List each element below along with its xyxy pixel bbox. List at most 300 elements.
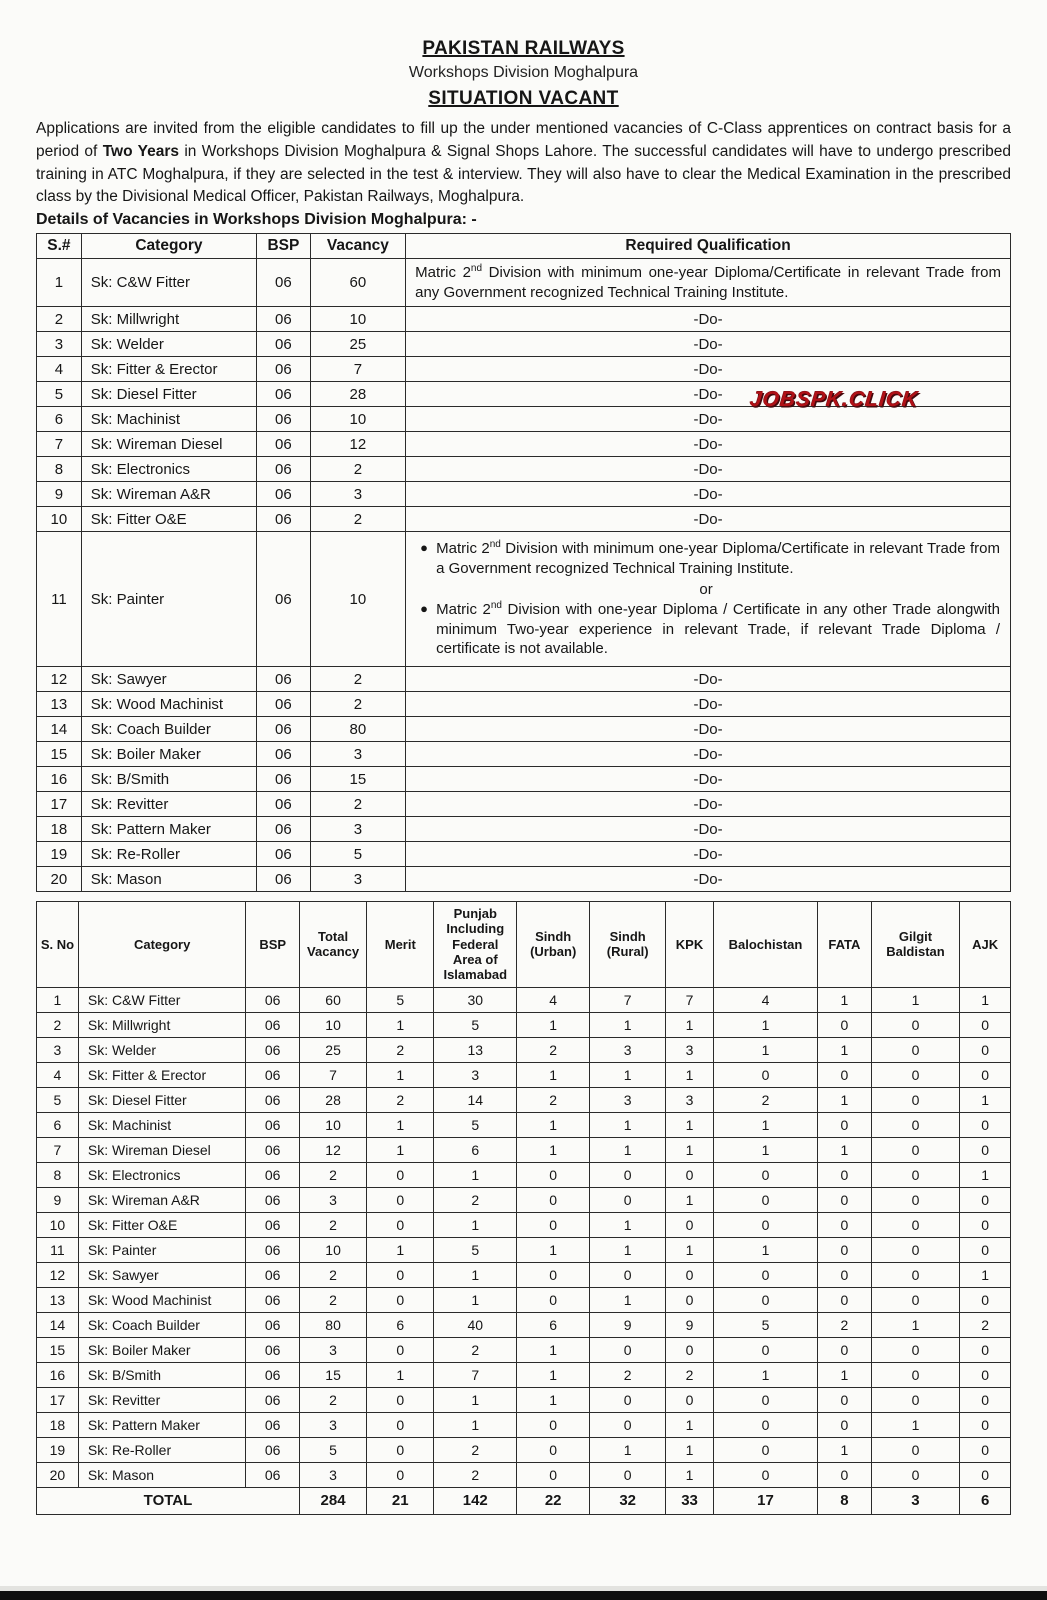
sn-cell: 16 [37, 767, 82, 792]
punjab-cell: 2 [434, 1337, 517, 1362]
sindh-rural-cell: 3 [590, 1037, 666, 1062]
total-vacancy-cell: 10 [299, 1012, 366, 1037]
table-row [37, 357, 1011, 382]
sn-cell: 8 [37, 457, 82, 482]
sn-cell: 14 [37, 1312, 79, 1337]
sindh-rural-cell: 1 [590, 1062, 666, 1087]
vacancy-qualification-table [36, 233, 1011, 892]
merit-cell: 0 [367, 1212, 434, 1237]
category-cell: Sk: Fitter O&E [81, 507, 256, 532]
kpk-cell: 33 [666, 1487, 714, 1514]
merit-cell: 6 [367, 1312, 434, 1337]
header-total-vacancy: Total Vacancy [299, 902, 366, 988]
vacancy-cell: 7 [310, 357, 405, 382]
fata-cell: 0 [818, 1387, 872, 1412]
category-cell: Sk: Electronics [78, 1162, 246, 1187]
header-sn: S. No [37, 902, 79, 988]
sindh-urban-cell: 1 [517, 1137, 590, 1162]
sn-cell: 18 [37, 1412, 79, 1437]
sindh-rural-cell: 2 [590, 1362, 666, 1387]
sn-cell: 2 [37, 1012, 79, 1037]
sindh-urban-cell: 6 [517, 1312, 590, 1337]
qual-superscript: nd [489, 539, 501, 551]
balochistan-cell: 1 [713, 1012, 817, 1037]
table-row [37, 1337, 1011, 1362]
total-vacancy-cell: 3 [299, 1187, 366, 1212]
merit-cell: 0 [367, 1187, 434, 1212]
balochistan-cell: 0 [713, 1062, 817, 1087]
merit-cell: 2 [367, 1087, 434, 1112]
fata-cell: 0 [818, 1112, 872, 1137]
qualification-ditto-cell: -Do- [406, 382, 1011, 407]
kpk-cell: 1 [666, 1137, 714, 1162]
kpk-cell: 1 [666, 1437, 714, 1462]
table-row [37, 1312, 1011, 1337]
bsp-cell: 06 [246, 987, 300, 1012]
bsp-cell: 06 [246, 1187, 300, 1212]
kpk-cell: 0 [666, 1262, 714, 1287]
sindh-rural-cell: 0 [590, 1387, 666, 1412]
fata-cell: 0 [818, 1287, 872, 1312]
merit-cell: 1 [367, 1237, 434, 1262]
sindh-urban-cell: 0 [517, 1212, 590, 1237]
sn-cell: 5 [37, 382, 82, 407]
sn-cell: 13 [37, 692, 82, 717]
gilgit-cell: 0 [871, 1087, 960, 1112]
bsp-cell: 06 [257, 332, 311, 357]
kpk-cell: 1 [666, 1187, 714, 1212]
fata-cell: 0 [818, 1162, 872, 1187]
sindh-urban-cell: 0 [517, 1287, 590, 1312]
sn-cell: 6 [37, 1112, 79, 1137]
merit-cell: 1 [367, 1362, 434, 1387]
category-cell: Sk: B/Smith [78, 1362, 246, 1387]
header-sindh-urban: Sindh (Urban) [517, 902, 590, 988]
qualification-ditto-cell: -Do- [406, 482, 1011, 507]
category-cell: Sk: Pattern Maker [81, 817, 256, 842]
ajk-cell: 1 [960, 1262, 1011, 1287]
header-category: Category [78, 902, 246, 988]
qualification-ditto-cell: -Do- [406, 717, 1011, 742]
intro-text-before: Applications are invited from the eligible candidates to fill up the under mentioned vacancies of C-Class apprentices on contract basis for a period of [36, 120, 1011, 160]
table-row [37, 867, 1011, 892]
table-row [37, 259, 1011, 307]
merit-cell: 5 [367, 987, 434, 1012]
sn-cell: 17 [37, 1387, 79, 1412]
punjab-cell: 1 [434, 1412, 517, 1437]
kpk-cell: 9 [666, 1312, 714, 1337]
sn-cell: 4 [37, 357, 82, 382]
category-cell: Sk: Electronics [81, 457, 256, 482]
qualification-ditto-cell: -Do- [406, 867, 1011, 892]
table-row [37, 532, 1011, 667]
fata-cell: 1 [818, 1437, 872, 1462]
balochistan-cell: 1 [713, 1037, 817, 1062]
sindh-urban-cell: 0 [517, 1187, 590, 1212]
qualification-ditto-cell: -Do- [406, 817, 1011, 842]
kpk-cell: 1 [666, 1412, 714, 1437]
sn-cell: 15 [37, 742, 82, 767]
details-label: Details of Vacancies in Workshops Division Moghalpura: - [36, 211, 477, 229]
table-row [37, 1062, 1011, 1087]
sn-cell: 16 [37, 1362, 79, 1387]
gilgit-cell: 1 [871, 987, 960, 1012]
category-cell: Sk: Wireman A&R [81, 482, 256, 507]
sindh-urban-cell: 0 [517, 1437, 590, 1462]
qualification-ditto-cell: -Do- [406, 667, 1011, 692]
table-row [37, 1462, 1011, 1487]
balochistan-cell: 1 [713, 1362, 817, 1387]
gilgit-cell: 0 [871, 1287, 960, 1312]
qual-superscript: nd [470, 263, 483, 275]
fata-cell: 0 [818, 1237, 872, 1262]
total-vacancy-cell: 15 [299, 1362, 366, 1387]
category-cell: Sk: Wood Machinist [81, 692, 256, 717]
bsp-cell: 06 [257, 667, 311, 692]
merit-cell: 1 [367, 1137, 434, 1162]
qualification-cell [406, 532, 1011, 667]
bsp-cell: 06 [257, 867, 311, 892]
gilgit-cell: 0 [871, 1462, 960, 1487]
table-row [37, 692, 1011, 717]
fata-cell: 8 [818, 1487, 872, 1514]
sn-cell: 14 [37, 717, 82, 742]
table-row [37, 1412, 1011, 1437]
qualification-option-1 [412, 539, 1000, 579]
punjab-cell: 40 [434, 1312, 517, 1337]
ajk-cell: 2 [960, 1312, 1011, 1337]
punjab-cell: 5 [434, 1112, 517, 1137]
category-cell: Sk: Re-Roller [81, 842, 256, 867]
sindh-urban-cell: 0 [517, 1412, 590, 1437]
gilgit-cell: 0 [871, 1062, 960, 1087]
bsp-cell: 06 [257, 817, 311, 842]
qual-text-part2: Division with minimum one-year Diploma/Certificate in relevant Trade from a Government recognized Technical Training Institute. [436, 540, 1001, 577]
category-cell: Sk: Wood Machinist [78, 1287, 246, 1312]
sn-cell: 18 [37, 817, 82, 842]
category-cell: Sk: Coach Builder [81, 717, 256, 742]
total-vacancy-cell: 2 [299, 1387, 366, 1412]
sn-cell: 12 [37, 667, 82, 692]
vacancy-cell: 3 [310, 742, 405, 767]
sindh-urban-cell: 2 [517, 1087, 590, 1112]
total-vacancy-cell: 10 [299, 1237, 366, 1262]
fata-cell: 0 [818, 1462, 872, 1487]
ajk-cell: 1 [960, 1162, 1011, 1187]
table-row [37, 767, 1011, 792]
sn-cell: 9 [37, 482, 82, 507]
merit-cell: 0 [367, 1162, 434, 1187]
category-cell: Sk: Wireman Diesel [78, 1137, 246, 1162]
table-row [37, 1187, 1011, 1212]
gilgit-cell: 1 [871, 1312, 960, 1337]
qual-superscript: nd [490, 599, 502, 611]
bsp-cell: 06 [246, 1137, 300, 1162]
merit-cell: 2 [367, 1037, 434, 1062]
table-row [37, 1137, 1011, 1162]
sn-cell: 7 [37, 1137, 79, 1162]
header-qualification: Required Qualification [406, 234, 1011, 259]
gilgit-cell: 0 [871, 1037, 960, 1062]
header-ajk: AJK [960, 902, 1011, 988]
table-row [37, 987, 1011, 1012]
bsp-cell: 06 [257, 259, 311, 307]
sn-cell: 4 [37, 1062, 79, 1087]
punjab-cell: 7 [434, 1362, 517, 1387]
sindh-rural-cell: 1 [590, 1112, 666, 1137]
table-row [37, 842, 1011, 867]
table-row [37, 667, 1011, 692]
merit-cell: 1 [367, 1112, 434, 1137]
sindh-rural-cell: 32 [590, 1487, 666, 1514]
qualification-ditto-cell: -Do- [406, 432, 1011, 457]
table-row [37, 482, 1011, 507]
header-sindh-rural: Sindh (Rural) [590, 902, 666, 988]
total-vacancy-cell: 80 [299, 1312, 366, 1337]
vacancy-cell: 3 [310, 867, 405, 892]
gilgit-cell: 0 [871, 1112, 960, 1137]
bsp-cell: 06 [246, 1087, 300, 1112]
sindh-rural-cell: 9 [590, 1312, 666, 1337]
category-cell: Sk: Wireman Diesel [81, 432, 256, 457]
bsp-cell: 06 [257, 307, 311, 332]
total-vacancy-cell: 3 [299, 1412, 366, 1437]
sn-cell: 13 [37, 1287, 79, 1312]
qualification-ditto-cell: -Do- [406, 767, 1011, 792]
vacancy-cell: 60 [310, 259, 405, 307]
sindh-rural-cell: 1 [590, 1212, 666, 1237]
header-bsp: BSP [257, 234, 311, 259]
bsp-cell: 06 [246, 1012, 300, 1037]
ajk-cell: 6 [960, 1487, 1011, 1514]
qualification-cell [406, 259, 1011, 307]
category-cell: Sk: Diesel Fitter [81, 382, 256, 407]
vacancy-cell: 2 [310, 692, 405, 717]
category-cell: Sk: Machinist [78, 1112, 246, 1137]
punjab-cell: 2 [434, 1187, 517, 1212]
balochistan-cell: 2 [713, 1087, 817, 1112]
ajk-cell: 0 [960, 1362, 1011, 1387]
page-subtitle: Workshops Division Moghalpura [408, 64, 639, 81]
total-vacancy-cell: 3 [299, 1462, 366, 1487]
kpk-cell: 3 [666, 1087, 714, 1112]
fata-cell: 1 [818, 1137, 872, 1162]
sn-cell: 9 [37, 1187, 79, 1212]
total-vacancy-cell: 7 [299, 1062, 366, 1087]
qual-text-part1: Matric 2 [436, 540, 490, 558]
punjab-cell: 1 [434, 1287, 517, 1312]
table-row [37, 1037, 1011, 1062]
sn-cell: 10 [37, 507, 82, 532]
bsp-cell: 06 [257, 767, 311, 792]
bsp-cell: 06 [246, 1212, 300, 1237]
sindh-urban-cell: 1 [517, 1387, 590, 1412]
vacancy-cell: 3 [310, 482, 405, 507]
balochistan-cell: 0 [713, 1412, 817, 1437]
table-row [37, 1387, 1011, 1412]
kpk-cell: 3 [666, 1037, 714, 1062]
sn-cell: 7 [37, 432, 82, 457]
bsp-cell: 06 [257, 842, 311, 867]
total-vacancy-cell: 28 [299, 1087, 366, 1112]
header-sn: S.# [37, 234, 82, 259]
kpk-cell: 0 [666, 1212, 714, 1237]
sindh-rural-cell: 0 [590, 1262, 666, 1287]
qual-option1-text [436, 539, 1000, 579]
sn-cell: 5 [37, 1087, 79, 1112]
balochistan-cell: 0 [713, 1287, 817, 1312]
ajk-cell: 0 [960, 1437, 1011, 1462]
kpk-cell: 0 [666, 1162, 714, 1187]
qualification-ditto-cell: -Do- [406, 507, 1011, 532]
bsp-cell: 06 [246, 1062, 300, 1087]
fata-cell: 0 [818, 1012, 872, 1037]
ajk-cell: 0 [960, 1187, 1011, 1212]
category-cell: Sk: Millwright [81, 307, 256, 332]
balochistan-cell: 1 [713, 1237, 817, 1262]
category-cell: Sk: Sawyer [81, 667, 256, 692]
sindh-rural-cell: 1 [590, 1237, 666, 1262]
kpk-cell: 0 [666, 1287, 714, 1312]
bsp-cell: 06 [257, 692, 311, 717]
gilgit-cell: 0 [871, 1262, 960, 1287]
table-row [37, 1162, 1011, 1187]
sindh-rural-cell: 0 [590, 1462, 666, 1487]
category-cell: Sk: Painter [78, 1237, 246, 1262]
category-cell: Sk: Sawyer [78, 1262, 246, 1287]
sindh-urban-cell: 1 [517, 1237, 590, 1262]
category-cell: Sk: Painter [81, 532, 256, 667]
header-fata: FATA [818, 902, 872, 988]
ajk-cell: 0 [960, 1212, 1011, 1237]
ajk-cell: 1 [960, 1087, 1011, 1112]
total-vacancy-cell: 60 [299, 987, 366, 1012]
balochistan-cell: 0 [713, 1212, 817, 1237]
category-cell: Sk: Re-Roller [78, 1437, 246, 1462]
sindh-urban-cell: 1 [517, 1012, 590, 1037]
intro-paragraph [36, 118, 1011, 209]
vacancy-cell: 2 [310, 457, 405, 482]
ajk-cell: 0 [960, 1062, 1011, 1087]
sindh-rural-cell: 7 [590, 987, 666, 1012]
sindh-rural-cell: 1 [590, 1437, 666, 1462]
header-bsp: BSP [246, 902, 300, 988]
balochistan-cell: 1 [713, 1112, 817, 1137]
sn-cell: 17 [37, 792, 82, 817]
total-vacancy-cell: 3 [299, 1337, 366, 1362]
gilgit-cell: 0 [871, 1162, 960, 1187]
category-cell: Sk: Welder [81, 332, 256, 357]
category-cell: Sk: Millwright [78, 1012, 246, 1037]
header-punjab: Punjab Including Federal Area of Islamabad [434, 902, 517, 988]
sn-cell: 10 [37, 1212, 79, 1237]
kpk-cell: 1 [666, 1462, 714, 1487]
bsp-cell: 06 [246, 1312, 300, 1337]
gilgit-cell: 0 [871, 1337, 960, 1362]
sn-cell: 20 [37, 1462, 79, 1487]
category-cell: Sk: Coach Builder [78, 1312, 246, 1337]
sn-cell: 20 [37, 867, 82, 892]
total-vacancy-cell: 284 [299, 1487, 366, 1514]
qualification-ditto-cell: -Do- [406, 407, 1011, 432]
punjab-cell: 1 [434, 1262, 517, 1287]
category-cell: Sk: Revitter [78, 1387, 246, 1412]
category-cell: Sk: C&W Fitter [78, 987, 246, 1012]
qualification-ditto-cell: -Do- [406, 332, 1011, 357]
punjab-cell: 3 [434, 1062, 517, 1087]
gilgit-cell: 1 [871, 1412, 960, 1437]
punjab-cell: 142 [434, 1487, 517, 1514]
qual-text-part2: Division with minimum one-year Diploma/Certificate in relevant Trade from any Government recognized Technical Training Institute. [415, 264, 1002, 301]
balochistan-cell: 1 [713, 1137, 817, 1162]
table-row [37, 1262, 1011, 1287]
sn-cell: 1 [37, 987, 79, 1012]
bsp-cell: 06 [246, 1412, 300, 1437]
table-row [37, 1012, 1011, 1037]
kpk-cell: 0 [666, 1337, 714, 1362]
merit-cell: 0 [367, 1412, 434, 1437]
header-vacancy: Vacancy [310, 234, 405, 259]
table-row [37, 1212, 1011, 1237]
bsp-cell: 06 [246, 1462, 300, 1487]
fata-cell: 1 [818, 1087, 872, 1112]
sindh-rural-cell: 0 [590, 1187, 666, 1212]
gilgit-cell: 0 [871, 1237, 960, 1262]
kpk-cell: 1 [666, 1237, 714, 1262]
table-row [37, 1112, 1011, 1137]
qual-option2-text [436, 600, 1000, 659]
sn-cell: 12 [37, 1262, 79, 1287]
vacancy-cell: 12 [310, 432, 405, 457]
sn-cell: 3 [37, 332, 82, 357]
header-kpk: KPK [666, 902, 714, 988]
sindh-urban-cell: 1 [517, 1112, 590, 1137]
vacancy-cell: 25 [310, 332, 405, 357]
category-cell: Sk: Mason [81, 867, 256, 892]
vacancy-cell: 80 [310, 717, 405, 742]
ajk-cell: 0 [960, 1337, 1011, 1362]
table-row [37, 817, 1011, 842]
table-row [37, 432, 1011, 457]
qualification-ditto-cell: -Do- [406, 842, 1011, 867]
sn-cell: 1 [37, 259, 82, 307]
qual-text-part2: Division with one-year Diploma / Certificate in any other Trade alongwith minimum Two-year experience in relevant Trade, if relevant Trade Diploma / certificate is not available. [436, 600, 1000, 658]
vacancy-cell: 10 [310, 407, 405, 432]
kpk-cell: 1 [666, 1062, 714, 1087]
header-category: Category [81, 234, 256, 259]
category-cell: Sk: Wireman A&R [78, 1187, 246, 1212]
sindh-urban-cell: 1 [517, 1362, 590, 1387]
ajk-cell: 0 [960, 1037, 1011, 1062]
category-cell: Sk: Mason [78, 1462, 246, 1487]
bsp-cell: 06 [257, 717, 311, 742]
qualification-ditto-cell: -Do- [406, 307, 1011, 332]
bsp-cell: 06 [257, 357, 311, 382]
table-row [37, 717, 1011, 742]
balochistan-cell: 0 [713, 1387, 817, 1412]
header-gilgit: Gilgit Baldistan [871, 902, 960, 988]
bsp-cell: 06 [246, 1112, 300, 1137]
gilgit-cell: 0 [871, 1187, 960, 1212]
merit-cell: 21 [367, 1487, 434, 1514]
qualification-ditto-cell: -Do- [406, 792, 1011, 817]
bsp-cell: 06 [257, 432, 311, 457]
category-cell: Sk: Fitter & Erector [81, 357, 256, 382]
jobspk-watermark: JOBSPK.CLICK [748, 388, 920, 411]
vacancy-cell: 2 [310, 667, 405, 692]
fata-cell: 0 [818, 1187, 872, 1212]
sindh-rural-cell: 0 [590, 1412, 666, 1437]
